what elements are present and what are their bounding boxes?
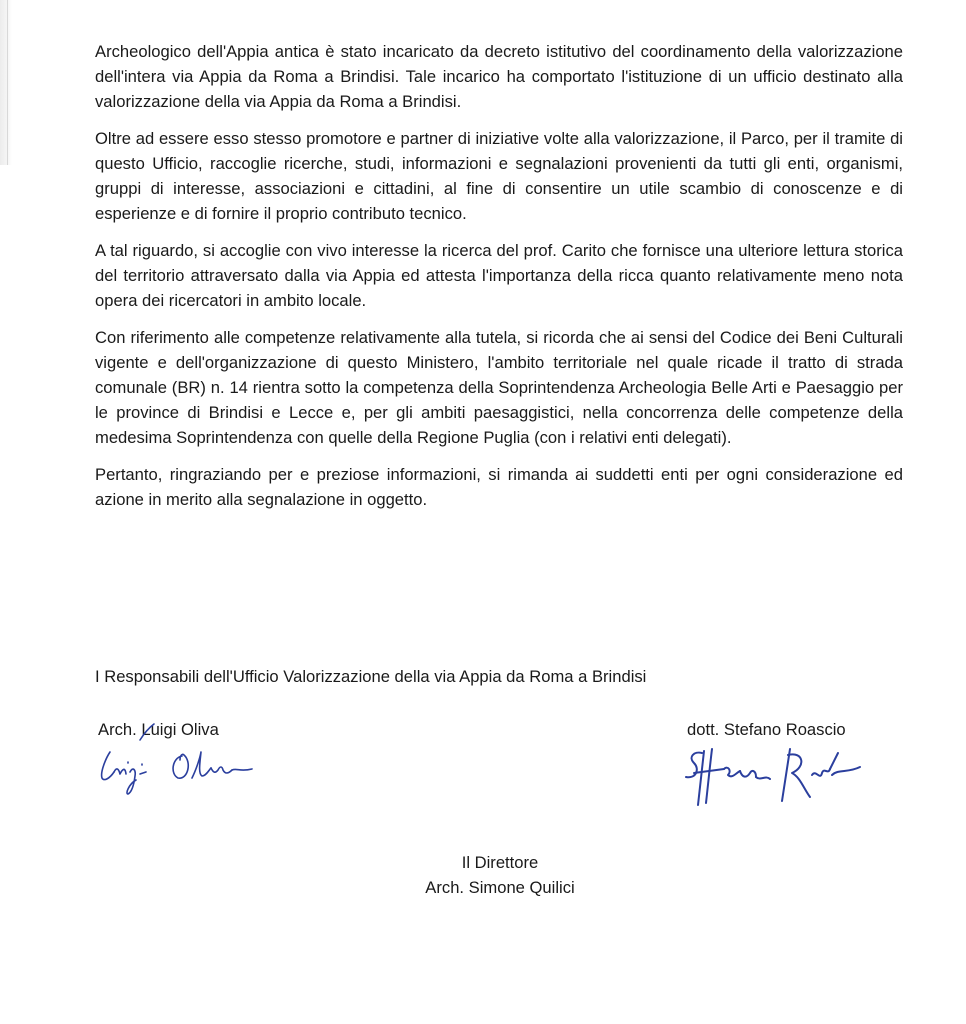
paragraph-4: Con riferimento alle competenze relativamente alla tutela, si ricorda che ai sensi del Codice dei Beni Culturali vigente e dell'organizzazione di questo Ministero, l'ambito territoriale nel quale ricade il tratto di strada comunale (BR) n. 14 rientra sotto la competenza della Soprintendenza Archeologia Belle Arti e Paesaggio per le province di Brindisi e Lecce e, per gli ambiti paesaggistici, nella concorrenza delle competenze della medesima Soprintendenza con quelle della Regione Puglia (con i relativi enti delegati). (95, 328, 903, 447)
closing-line: I Responsabili dell'Ufficio Valorizzazione della via Appia da Roma a Brindisi (95, 667, 647, 686)
signatory-right-name: dott. Stefano Roascio (687, 720, 846, 739)
paragraph-1: Archeologico dell'Appia antica è stato incaricato da decreto istitutivo del coordinamento della valorizzazione dell'intera via Appia da Roma a Brindisi. Tale incarico ha comportato l'istituzione di un ufficio destinato alla valorizzazione della via Appia da Roma a Brindisi. (95, 42, 903, 111)
paragraph-2: Oltre ad essere esso stesso promotore e partner di iniziative volte alla valorizzazione, il Parco, per il tramite di questo Ufficio, raccoglie ricerche, studi, informazioni e segnalazioni provenienti da tutti gli enti, organismi, gruppi di interesse, associazioni e cittadini, al fine di consentire un utile scambio di conoscenze e di esperienze e di fornire il proprio contributo tecnico. (95, 129, 903, 223)
signature-left (92, 722, 262, 800)
letter-body (95, 39, 903, 524)
director-name: Arch. Simone Quilici (425, 878, 575, 897)
signatory-left-name: Arch. Luigi Oliva (98, 720, 219, 739)
director-title: Il Direttore (461, 853, 539, 872)
page-edge-line (7, 0, 8, 165)
paragraph-3: A tal riguardo, si accoglie con vivo interesse la ricerca del prof. Carito che fornisce una ulteriore lettura storica del territorio attraversato dalla via Appia ed attesta l'importanza della ricca quanto relativamente meno nota opera dei ricercatori in ambito locale. (95, 241, 903, 310)
page-edge-shadow (0, 0, 12, 165)
director-block (400, 850, 600, 900)
signature-right (672, 745, 872, 825)
paragraph-5: Pertanto, ringraziando per e preziose informazioni, si rimanda ai suddetti enti per ogni considerazione ed azione in merito alla segnalazione in oggetto. (95, 465, 903, 509)
